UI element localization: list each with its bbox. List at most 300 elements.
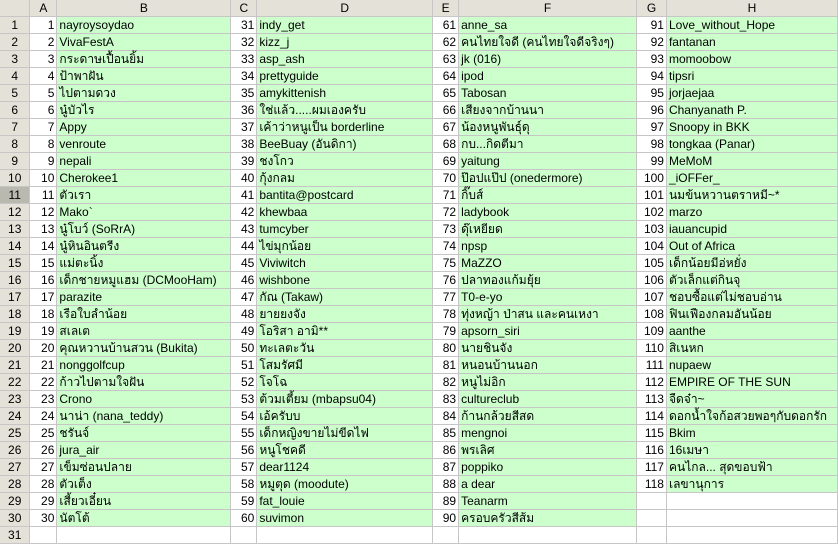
member-name-cell[interactable]: ฟินเฟืองกลมอันน้อย bbox=[666, 306, 837, 323]
member-name-cell[interactable]: dear1124 bbox=[257, 459, 433, 476]
number-cell[interactable]: 30 bbox=[30, 510, 57, 527]
number-cell[interactable]: 117 bbox=[637, 459, 667, 476]
row-header[interactable]: 1 bbox=[0, 17, 30, 34]
row-header[interactable]: 30 bbox=[0, 510, 30, 527]
number-cell[interactable]: 101 bbox=[637, 187, 667, 204]
member-name-cell[interactable]: ไปตามดวง bbox=[57, 85, 231, 102]
column-header-g[interactable]: G bbox=[637, 0, 667, 17]
number-cell[interactable]: 14 bbox=[30, 238, 57, 255]
member-name-cell[interactable]: นาน่า (nana_teddy) bbox=[57, 408, 231, 425]
member-name-cell[interactable]: โจโฉ bbox=[257, 374, 433, 391]
number-cell[interactable]: 66 bbox=[433, 102, 459, 119]
number-cell[interactable]: 114 bbox=[637, 408, 667, 425]
row-header[interactable]: 20 bbox=[0, 340, 30, 357]
number-cell[interactable]: 37 bbox=[231, 119, 257, 136]
member-name-cell[interactable]: ป้าพาฝัน bbox=[57, 68, 231, 85]
sheet-row bbox=[0, 459, 838, 476]
member-name-cell[interactable]: MaZZO bbox=[459, 255, 637, 272]
member-name-cell[interactable]: Appy bbox=[57, 119, 231, 136]
number-cell[interactable]: 25 bbox=[30, 425, 57, 442]
number-cell[interactable]: 98 bbox=[637, 136, 667, 153]
member-name-cell[interactable]: ปลาทองแก้มยุ้ย bbox=[459, 272, 637, 289]
number-cell[interactable]: 67 bbox=[433, 119, 459, 136]
member-name-cell[interactable]: นู๋หินอินตรีง bbox=[57, 238, 231, 255]
member-name-cell[interactable]: ดุ๊เหยียด bbox=[459, 221, 637, 238]
row-header[interactable]: 14 bbox=[0, 238, 30, 255]
member-name-cell[interactable]: wishbone bbox=[257, 272, 433, 289]
member-name-cell[interactable]: ครอบครัวสีส้ม bbox=[459, 510, 637, 527]
number-cell[interactable]: 57 bbox=[231, 459, 257, 476]
number-cell[interactable] bbox=[637, 510, 667, 527]
number-cell[interactable]: 99 bbox=[637, 153, 667, 170]
column-header-a[interactable]: A bbox=[30, 0, 57, 17]
number-cell[interactable]: 59 bbox=[231, 493, 257, 510]
number-cell[interactable]: 116 bbox=[637, 442, 667, 459]
member-name-cell[interactable] bbox=[666, 510, 837, 527]
member-name-cell[interactable]: ทุ่งหญ้า ป่าสน และคนเหงา bbox=[459, 306, 637, 323]
member-name-cell[interactable]: khewbaa bbox=[257, 204, 433, 221]
member-name-cell[interactable]: Cherokee1 bbox=[57, 170, 231, 187]
number-cell[interactable]: 13 bbox=[30, 221, 57, 238]
member-name-cell[interactable]: ยายยงจัง bbox=[257, 306, 433, 323]
member-name-cell[interactable]: ชรันจ์ bbox=[57, 425, 231, 442]
row-header[interactable]: 23 bbox=[0, 391, 30, 408]
number-cell[interactable]: 104 bbox=[637, 238, 667, 255]
row-header[interactable]: 28 bbox=[0, 476, 30, 493]
member-name-cell[interactable]: ladybook bbox=[459, 204, 637, 221]
sheet-row bbox=[0, 272, 838, 289]
member-name-cell[interactable]: นู๋โบว์ (SoRrA) bbox=[57, 221, 231, 238]
number-cell[interactable]: 118 bbox=[637, 476, 667, 493]
number-cell[interactable]: 93 bbox=[637, 51, 667, 68]
member-name-cell[interactable]: นัตโต้ bbox=[57, 510, 231, 527]
number-cell[interactable]: 76 bbox=[433, 272, 459, 289]
member-name-cell[interactable]: asp_ash bbox=[257, 51, 433, 68]
number-cell[interactable]: 106 bbox=[637, 272, 667, 289]
number-cell[interactable]: 12 bbox=[30, 204, 57, 221]
member-name-cell[interactable]: MeMoM bbox=[666, 153, 837, 170]
number-cell[interactable]: 58 bbox=[231, 476, 257, 493]
member-name-cell[interactable]: ipod bbox=[459, 68, 637, 85]
member-name-cell[interactable]: หนูโชคดี bbox=[257, 442, 433, 459]
member-name-cell[interactable]: indy_get bbox=[257, 17, 433, 34]
member-name-cell[interactable]: เอ้ครับบ bbox=[257, 408, 433, 425]
member-name-cell[interactable]: VivaFestA bbox=[57, 34, 231, 51]
member-name-cell[interactable]: ตัวเรา bbox=[57, 187, 231, 204]
member-name-cell[interactable]: หมูตุด (moodute) bbox=[257, 476, 433, 493]
number-cell[interactable]: 73 bbox=[433, 221, 459, 238]
number-cell[interactable]: 52 bbox=[231, 374, 257, 391]
member-name-cell[interactable]: tipsri bbox=[666, 68, 837, 85]
number-cell[interactable]: 48 bbox=[231, 306, 257, 323]
number-cell[interactable]: 71 bbox=[433, 187, 459, 204]
member-name-cell[interactable]: Chanyanath P. bbox=[666, 102, 837, 119]
member-name-cell[interactable]: เลขานุการ bbox=[666, 476, 837, 493]
row-header[interactable]: 13 bbox=[0, 221, 30, 238]
member-name-cell[interactable]: yaitung bbox=[459, 153, 637, 170]
member-name-cell[interactable]: ป๊อปแป๊ป (onedermore) bbox=[459, 170, 637, 187]
row-header[interactable]: 27 bbox=[0, 459, 30, 476]
number-cell[interactable]: 56 bbox=[231, 442, 257, 459]
number-cell[interactable]: 89 bbox=[433, 493, 459, 510]
number-cell[interactable] bbox=[30, 527, 57, 544]
member-name-cell[interactable]: iauancupid bbox=[666, 221, 837, 238]
number-cell[interactable]: 96 bbox=[637, 102, 667, 119]
number-cell[interactable]: 38 bbox=[231, 136, 257, 153]
number-cell[interactable]: 36 bbox=[231, 102, 257, 119]
member-name-cell[interactable]: เค้าว่าหนูเป็น borderline bbox=[257, 119, 433, 136]
number-cell[interactable]: 80 bbox=[433, 340, 459, 357]
number-cell[interactable]: 10 bbox=[30, 170, 57, 187]
member-name-cell[interactable]: nupaew bbox=[666, 357, 837, 374]
member-name-cell[interactable]: เด็กหญิงขายไม่ขีดไฟ bbox=[257, 425, 433, 442]
member-name-cell[interactable]: poppiko bbox=[459, 459, 637, 476]
column-header-f[interactable]: F bbox=[459, 0, 637, 17]
number-cell[interactable]: 18 bbox=[30, 306, 57, 323]
number-cell[interactable]: 55 bbox=[231, 425, 257, 442]
member-name-cell[interactable]: คุณหวานบ้านสวน (Bukita) bbox=[57, 340, 231, 357]
member-name-cell[interactable]: Bkim bbox=[666, 425, 837, 442]
number-cell[interactable]: 90 bbox=[433, 510, 459, 527]
number-cell[interactable]: 31 bbox=[231, 17, 257, 34]
sheet-row bbox=[0, 476, 838, 493]
column-header-d[interactable]: D bbox=[257, 0, 433, 17]
row-header[interactable]: 5 bbox=[0, 85, 30, 102]
member-name-cell[interactable]: เสียงจากบ้านนา bbox=[459, 102, 637, 119]
row-header[interactable]: 17 bbox=[0, 289, 30, 306]
member-name-cell[interactable]: Viviwitch bbox=[257, 255, 433, 272]
member-name-cell[interactable]: jura_air bbox=[57, 442, 231, 459]
number-cell[interactable]: 53 bbox=[231, 391, 257, 408]
number-cell[interactable]: 1 bbox=[30, 17, 57, 34]
sheet-row bbox=[0, 102, 838, 119]
row-header[interactable]: 25 bbox=[0, 425, 30, 442]
number-cell[interactable]: 69 bbox=[433, 153, 459, 170]
number-cell[interactable] bbox=[231, 527, 257, 544]
member-name-cell[interactable]: jk (016) bbox=[459, 51, 637, 68]
number-cell[interactable]: 82 bbox=[433, 374, 459, 391]
member-name-cell[interactable]: mengnoi bbox=[459, 425, 637, 442]
number-cell[interactable]: 8 bbox=[30, 136, 57, 153]
number-cell[interactable]: 88 bbox=[433, 476, 459, 493]
member-name-cell[interactable]: ใช่แล้ว.....ผมเองครับ bbox=[257, 102, 433, 119]
member-name-cell[interactable]: เข็มซ่อนปลาย bbox=[57, 459, 231, 476]
member-name-cell[interactable]: _iOFFer_ bbox=[666, 170, 837, 187]
number-cell[interactable]: 72 bbox=[433, 204, 459, 221]
number-cell[interactable]: 83 bbox=[433, 391, 459, 408]
member-name-cell[interactable]: กัณ (Takaw) bbox=[257, 289, 433, 306]
member-name-cell[interactable]: fat_louie bbox=[257, 493, 433, 510]
number-cell[interactable]: 85 bbox=[433, 425, 459, 442]
number-cell[interactable]: 100 bbox=[637, 170, 667, 187]
member-name-cell[interactable]: Teanarm bbox=[459, 493, 637, 510]
number-cell[interactable]: 39 bbox=[231, 153, 257, 170]
number-cell[interactable]: 94 bbox=[637, 68, 667, 85]
number-cell[interactable]: 21 bbox=[30, 357, 57, 374]
number-cell[interactable]: 68 bbox=[433, 136, 459, 153]
number-cell[interactable]: 108 bbox=[637, 306, 667, 323]
number-cell[interactable]: 63 bbox=[433, 51, 459, 68]
member-name-cell[interactable]: a dear bbox=[459, 476, 637, 493]
member-name-cell[interactable]: กุ้งกลม bbox=[257, 170, 433, 187]
member-name-cell[interactable]: fantanan bbox=[666, 34, 837, 51]
number-cell[interactable]: 35 bbox=[231, 85, 257, 102]
number-cell[interactable]: 51 bbox=[231, 357, 257, 374]
row-header[interactable]: 9 bbox=[0, 153, 30, 170]
member-name-cell[interactable]: ชอบซื้อแต่ไม่ชอบอ่าน bbox=[666, 289, 837, 306]
number-cell[interactable]: 26 bbox=[30, 442, 57, 459]
number-cell[interactable]: 109 bbox=[637, 323, 667, 340]
number-cell[interactable]: 24 bbox=[30, 408, 57, 425]
number-cell[interactable]: 34 bbox=[231, 68, 257, 85]
column-header-b[interactable]: B bbox=[57, 0, 231, 17]
row-header[interactable]: 31 bbox=[0, 527, 30, 544]
number-cell[interactable]: 42 bbox=[231, 204, 257, 221]
member-name-cell[interactable]: Crono bbox=[57, 391, 231, 408]
row-header[interactable]: 12 bbox=[0, 204, 30, 221]
member-name-cell[interactable]: เสี้ยวเอี๋ยน bbox=[57, 493, 231, 510]
member-name-cell[interactable]: โอริสา อามิ** bbox=[257, 323, 433, 340]
number-cell[interactable]: 16 bbox=[30, 272, 57, 289]
member-name-cell[interactable]: เด็กชายหมูแฮม (DCMooHam) bbox=[57, 272, 231, 289]
sheet-row bbox=[0, 510, 838, 527]
number-cell[interactable] bbox=[433, 527, 459, 544]
number-cell[interactable]: 50 bbox=[231, 340, 257, 357]
row-header[interactable]: 19 bbox=[0, 323, 30, 340]
row-header[interactable]: 8 bbox=[0, 136, 30, 153]
row-header[interactable]: 4 bbox=[0, 68, 30, 85]
number-cell[interactable]: 78 bbox=[433, 306, 459, 323]
row-header[interactable]: 11 bbox=[0, 187, 30, 204]
number-cell[interactable]: 113 bbox=[637, 391, 667, 408]
member-name-cell[interactable]: kizz_j bbox=[257, 34, 433, 51]
sheet-row bbox=[0, 493, 838, 510]
member-name-cell[interactable]: นายชินจัง bbox=[459, 340, 637, 357]
number-cell[interactable]: 40 bbox=[231, 170, 257, 187]
number-cell[interactable]: 115 bbox=[637, 425, 667, 442]
member-name-cell[interactable]: ไข่มุกน้อย bbox=[257, 238, 433, 255]
member-name-cell[interactable]: ดอกน้ำใจก้อสวยพอๆกับดอกรัก bbox=[666, 408, 837, 425]
number-cell[interactable]: 7 bbox=[30, 119, 57, 136]
member-name-cell[interactable]: T0-e-yo bbox=[459, 289, 637, 306]
number-cell[interactable]: 28 bbox=[30, 476, 57, 493]
sheet-row bbox=[0, 289, 838, 306]
number-cell[interactable]: 87 bbox=[433, 459, 459, 476]
number-cell[interactable]: 64 bbox=[433, 68, 459, 85]
row-header[interactable]: 6 bbox=[0, 102, 30, 119]
number-cell[interactable]: 70 bbox=[433, 170, 459, 187]
number-cell[interactable] bbox=[637, 527, 667, 544]
number-cell[interactable]: 79 bbox=[433, 323, 459, 340]
member-name-cell[interactable]: คนไกล... สุดขอบฟ้า bbox=[666, 459, 837, 476]
member-name-cell[interactable]: suvimon bbox=[257, 510, 433, 527]
row-header[interactable]: 2 bbox=[0, 34, 30, 51]
number-cell[interactable]: 54 bbox=[231, 408, 257, 425]
number-cell[interactable]: 47 bbox=[231, 289, 257, 306]
number-cell[interactable]: 33 bbox=[231, 51, 257, 68]
number-cell[interactable]: 102 bbox=[637, 204, 667, 221]
number-cell[interactable]: 43 bbox=[231, 221, 257, 238]
select-all-corner[interactable] bbox=[0, 0, 30, 17]
number-cell[interactable]: 5 bbox=[30, 85, 57, 102]
member-name-cell[interactable]: ก้าวไปตามใจฝัน bbox=[57, 374, 231, 391]
member-name-cell[interactable] bbox=[57, 527, 231, 544]
number-cell[interactable]: 103 bbox=[637, 221, 667, 238]
member-name-cell[interactable]: amykittenish bbox=[257, 85, 433, 102]
number-cell[interactable]: 41 bbox=[231, 187, 257, 204]
member-name-cell[interactable]: ชงโกว bbox=[257, 153, 433, 170]
member-name-cell[interactable] bbox=[666, 493, 837, 510]
member-name-cell[interactable]: น้องหนูพันธุ์ดุ bbox=[459, 119, 637, 136]
number-cell[interactable] bbox=[637, 493, 667, 510]
member-name-cell[interactable]: สิเนหก bbox=[666, 340, 837, 357]
column-header-c[interactable]: C bbox=[231, 0, 257, 17]
member-name-cell[interactable]: bantita@postcard bbox=[257, 187, 433, 204]
member-name-cell[interactable] bbox=[257, 527, 433, 544]
member-name-cell[interactable]: หนอนบ้านนอก bbox=[459, 357, 637, 374]
number-cell[interactable]: 6 bbox=[30, 102, 57, 119]
number-cell[interactable]: 92 bbox=[637, 34, 667, 51]
member-name-cell[interactable]: Love_without_Hope bbox=[666, 17, 837, 34]
number-cell[interactable]: 11 bbox=[30, 187, 57, 204]
member-name-cell[interactable] bbox=[459, 527, 637, 544]
number-cell[interactable]: 2 bbox=[30, 34, 57, 51]
member-name-cell[interactable]: สเลเต bbox=[57, 323, 231, 340]
member-name-cell[interactable]: EMPIRE OF THE SUN bbox=[666, 374, 837, 391]
member-name-cell[interactable]: พรเลิศ bbox=[459, 442, 637, 459]
number-cell[interactable]: 23 bbox=[30, 391, 57, 408]
number-cell[interactable]: 32 bbox=[231, 34, 257, 51]
row-header[interactable]: 3 bbox=[0, 51, 30, 68]
row-header[interactable]: 18 bbox=[0, 306, 30, 323]
member-name-cell[interactable]: parazite bbox=[57, 289, 231, 306]
number-cell[interactable]: 46 bbox=[231, 272, 257, 289]
member-name-cell[interactable]: นมข้นหวานตราหมี~* bbox=[666, 187, 837, 204]
member-name-cell[interactable]: cultureclub bbox=[459, 391, 637, 408]
sheet-row bbox=[0, 306, 838, 323]
column-header-e[interactable]: E bbox=[433, 0, 459, 17]
number-cell[interactable]: 111 bbox=[637, 357, 667, 374]
member-name-cell[interactable]: เด็กน้อยมีอ่หยั่ง bbox=[666, 255, 837, 272]
number-cell[interactable]: 110 bbox=[637, 340, 667, 357]
sheet-row bbox=[0, 527, 838, 544]
member-name-cell[interactable]: หนูไม่อิก bbox=[459, 374, 637, 391]
member-name-cell[interactable]: นู๋บัวไร bbox=[57, 102, 231, 119]
member-name-cell[interactable]: prettyguide bbox=[257, 68, 433, 85]
number-cell[interactable]: 81 bbox=[433, 357, 459, 374]
number-cell[interactable]: 75 bbox=[433, 255, 459, 272]
member-name-cell[interactable]: npsp bbox=[459, 238, 637, 255]
number-cell[interactable]: 91 bbox=[637, 17, 667, 34]
member-name-cell[interactable]: tongkaa (Panar) bbox=[666, 136, 837, 153]
number-cell[interactable]: 4 bbox=[30, 68, 57, 85]
member-name-cell[interactable]: momoobow bbox=[666, 51, 837, 68]
member-name-cell[interactable]: aanthe bbox=[666, 323, 837, 340]
number-cell[interactable]: 15 bbox=[30, 255, 57, 272]
member-name-cell[interactable] bbox=[666, 527, 837, 544]
member-name-cell[interactable]: nepali bbox=[57, 153, 231, 170]
number-cell[interactable]: 29 bbox=[30, 493, 57, 510]
number-cell[interactable]: 62 bbox=[433, 34, 459, 51]
member-name-cell[interactable]: กระดาษเปื้อนยิ้ม bbox=[57, 51, 231, 68]
number-cell[interactable]: 77 bbox=[433, 289, 459, 306]
member-name-cell[interactable]: BeeBuay (อันดิกา) bbox=[257, 136, 433, 153]
member-name-cell[interactable]: apsorn_siri bbox=[459, 323, 637, 340]
sheet-rows bbox=[0, 17, 838, 544]
member-name-cell[interactable]: กบ...กิดตีมา bbox=[459, 136, 637, 153]
member-name-cell[interactable]: จืดจ๋า~ bbox=[666, 391, 837, 408]
number-cell[interactable]: 44 bbox=[231, 238, 257, 255]
row-header[interactable]: 26 bbox=[0, 442, 30, 459]
number-cell[interactable]: 20 bbox=[30, 340, 57, 357]
member-name-cell[interactable]: Snoopy in BKK bbox=[666, 119, 837, 136]
row-header[interactable]: 29 bbox=[0, 493, 30, 510]
member-name-cell[interactable]: jorjaejaa bbox=[666, 85, 837, 102]
number-cell[interactable]: 61 bbox=[433, 17, 459, 34]
row-header[interactable]: 22 bbox=[0, 374, 30, 391]
member-name-cell[interactable]: ตัวเต็ง bbox=[57, 476, 231, 493]
column-header-h[interactable]: H bbox=[666, 0, 837, 17]
member-name-cell[interactable]: 16เมษา bbox=[666, 442, 837, 459]
sheet-row bbox=[0, 17, 838, 34]
number-cell[interactable]: 3 bbox=[30, 51, 57, 68]
member-name-cell[interactable]: ต้วมเตี้ยม (mbapsu04) bbox=[257, 391, 433, 408]
number-cell[interactable]: 22 bbox=[30, 374, 57, 391]
row-header[interactable]: 15 bbox=[0, 255, 30, 272]
number-cell[interactable]: 95 bbox=[637, 85, 667, 102]
number-cell[interactable]: 19 bbox=[30, 323, 57, 340]
member-name-cell[interactable]: nonggolfcup bbox=[57, 357, 231, 374]
number-cell[interactable]: 97 bbox=[637, 119, 667, 136]
number-cell[interactable]: 112 bbox=[637, 374, 667, 391]
number-cell[interactable]: 105 bbox=[637, 255, 667, 272]
row-header[interactable]: 10 bbox=[0, 170, 30, 187]
row-header[interactable]: 7 bbox=[0, 119, 30, 136]
row-header[interactable]: 16 bbox=[0, 272, 30, 289]
number-cell[interactable]: 60 bbox=[231, 510, 257, 527]
number-cell[interactable]: 49 bbox=[231, 323, 257, 340]
number-cell[interactable]: 84 bbox=[433, 408, 459, 425]
number-cell[interactable]: 45 bbox=[231, 255, 257, 272]
number-cell[interactable]: 86 bbox=[433, 442, 459, 459]
member-name-cell[interactable]: กิ๊บส์ bbox=[459, 187, 637, 204]
member-name-cell[interactable]: ตัวเล็กแต่กินจุ bbox=[666, 272, 837, 289]
member-name-cell[interactable]: venroute bbox=[57, 136, 231, 153]
member-name-cell[interactable]: tumcyber bbox=[257, 221, 433, 238]
number-cell[interactable]: 17 bbox=[30, 289, 57, 306]
member-name-cell[interactable]: nayroysoydao bbox=[57, 17, 231, 34]
number-cell[interactable]: 74 bbox=[433, 238, 459, 255]
number-cell[interactable]: 9 bbox=[30, 153, 57, 170]
row-header[interactable]: 24 bbox=[0, 408, 30, 425]
member-name-cell[interactable]: anne_sa bbox=[459, 17, 637, 34]
member-name-cell[interactable]: ก้านกล้วยสีสด bbox=[459, 408, 637, 425]
number-cell[interactable]: 27 bbox=[30, 459, 57, 476]
row-header[interactable]: 21 bbox=[0, 357, 30, 374]
member-name-cell[interactable]: marzo bbox=[666, 204, 837, 221]
number-cell[interactable]: 107 bbox=[637, 289, 667, 306]
member-name-cell[interactable]: Tabosan bbox=[459, 85, 637, 102]
member-name-cell[interactable]: ทะเลตะวัน bbox=[257, 340, 433, 357]
sheet-row bbox=[0, 408, 838, 425]
member-name-cell[interactable]: Mako` bbox=[57, 204, 231, 221]
member-name-cell[interactable]: Out of Africa bbox=[666, 238, 837, 255]
member-name-cell[interactable]: แม่ตะนิ้ง bbox=[57, 255, 231, 272]
member-name-cell[interactable]: คนไทยใจดี (คนไทยใจดีจริงๆ) bbox=[459, 34, 637, 51]
member-name-cell[interactable]: เรือใบลำน้อย bbox=[57, 306, 231, 323]
member-name-cell[interactable]: โสมรัศมี bbox=[257, 357, 433, 374]
number-cell[interactable]: 65 bbox=[433, 85, 459, 102]
